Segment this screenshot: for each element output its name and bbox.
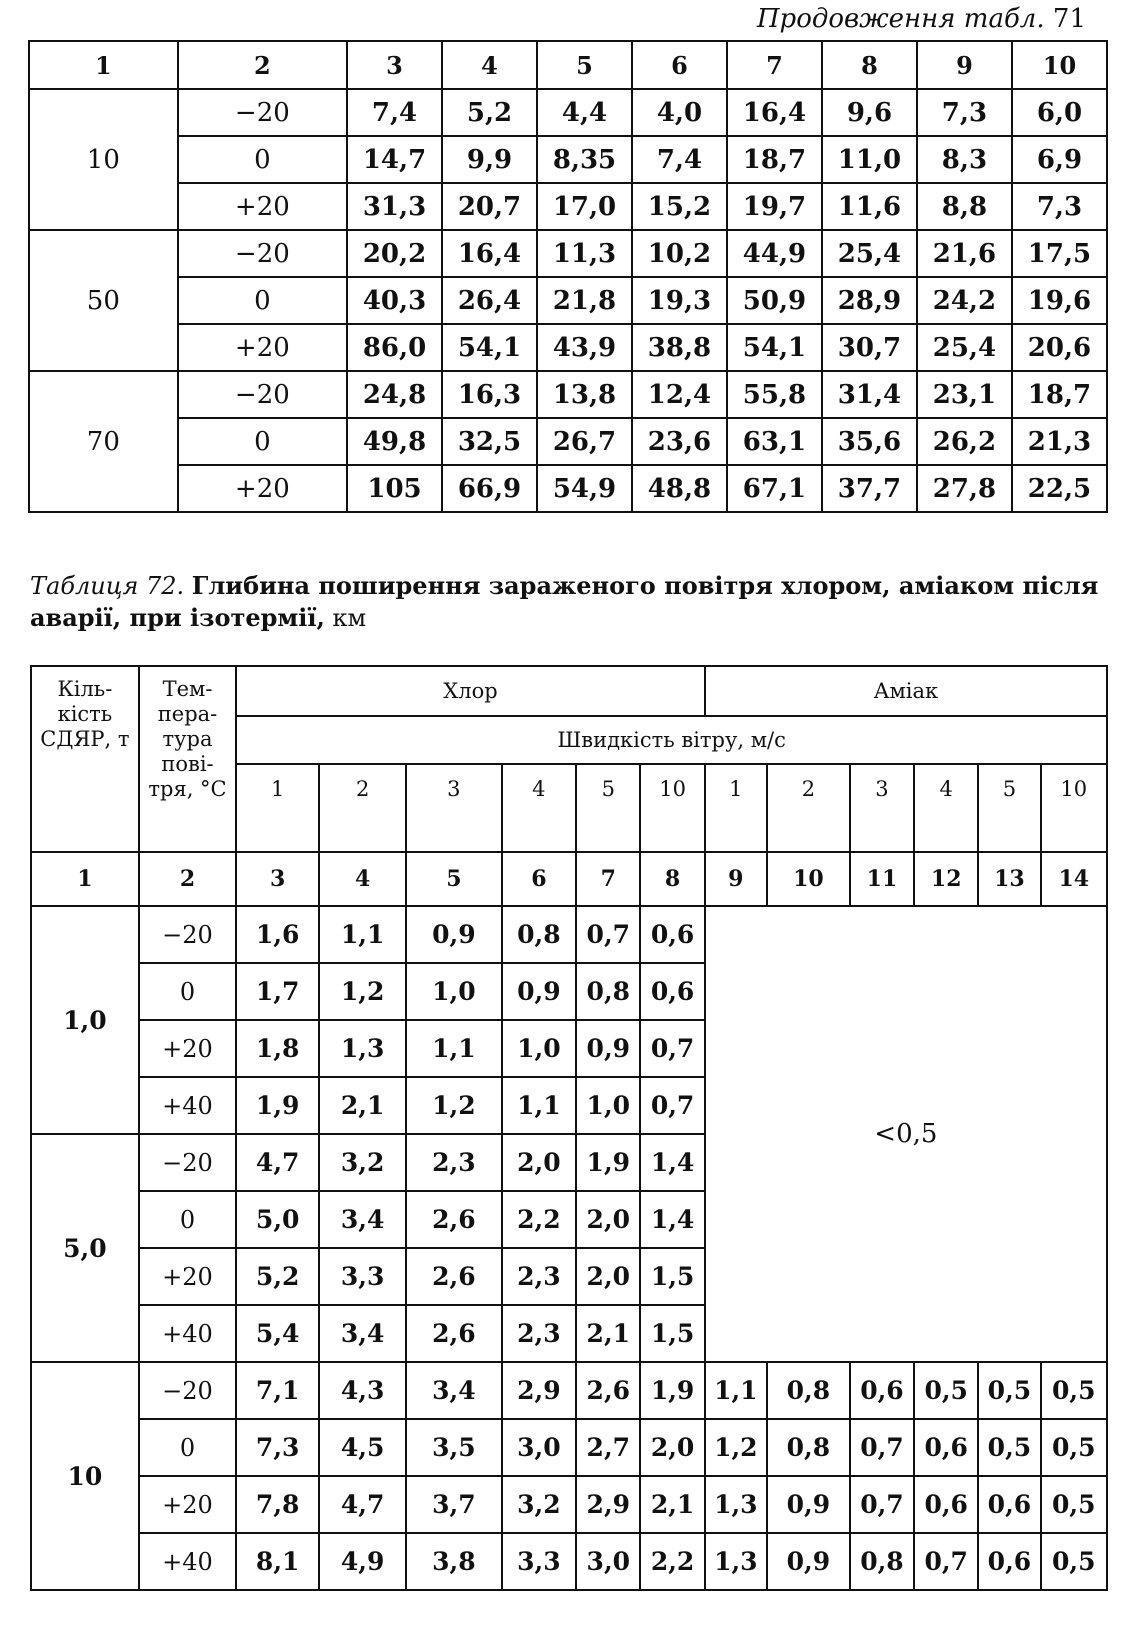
chlorine-value-cell: 3,5 (406, 1419, 501, 1476)
value-cell: 9,6 (822, 89, 917, 136)
wind-speed-chlorine-cell: 5 (576, 764, 640, 852)
temperature-cell: +20 (178, 324, 347, 371)
chlorine-value-cell: 4,7 (236, 1134, 319, 1191)
ammonia-value-cell: 0,5 (1041, 1362, 1107, 1419)
value-cell: 43,9 (537, 324, 632, 371)
ammonia-value-cell: 1,3 (705, 1476, 767, 1533)
table-row (29, 89, 1107, 136)
value-cell: 21,3 (1012, 418, 1107, 465)
chlorine-value-cell: 2,6 (406, 1248, 501, 1305)
chlorine-value-cell: 3,4 (406, 1362, 501, 1419)
chlorine-value-cell: 1,1 (406, 1020, 501, 1077)
value-cell: 7,3 (917, 89, 1012, 136)
value-cell: 16,4 (727, 89, 822, 136)
table-row (31, 906, 1107, 963)
quantity-cell: 10 (31, 1362, 139, 1590)
chlorine-value-cell: 2,0 (576, 1191, 640, 1248)
temperature-cell: 0 (178, 136, 347, 183)
chlorine-value-cell: 1,0 (406, 963, 501, 1020)
ammonia-value-cell: 1,1 (705, 1362, 767, 1419)
temperature-cell: −20 (178, 371, 347, 418)
header-cell: 6 (632, 41, 727, 89)
ammonia-value-cell: 0,6 (914, 1419, 978, 1476)
value-cell: 12,4 (632, 371, 727, 418)
header-cell: 4 (442, 41, 537, 89)
temperature-cell: 0 (178, 418, 347, 465)
value-cell: 86,0 (347, 324, 442, 371)
chlorine-value-cell: 1,9 (576, 1134, 640, 1191)
table-row (29, 465, 1107, 512)
wind-speed-ammonia-cell: 2 (767, 764, 850, 852)
chlorine-value-cell: 1,2 (406, 1077, 501, 1134)
value-cell: 24,2 (917, 277, 1012, 324)
value-cell: 21,6 (917, 230, 1012, 277)
chlorine-value-cell: 1,4 (640, 1134, 704, 1191)
chlorine-value-cell: 1,4 (640, 1191, 704, 1248)
value-cell: 32,5 (442, 418, 537, 465)
chlorine-value-cell: 8,1 (236, 1533, 319, 1590)
table-row (31, 1533, 1107, 1590)
chlorine-value-cell: 3,0 (502, 1419, 577, 1476)
chlorine-value-cell: 5,0 (236, 1191, 319, 1248)
column-number-cell: 10 (767, 852, 850, 906)
value-cell: 19,6 (1012, 277, 1107, 324)
chlorine-value-cell: 1,7 (236, 963, 319, 1020)
wind-speed-chlorine-cell: 2 (319, 764, 406, 852)
column-number-cell: 4 (319, 852, 406, 906)
temperature-cell: 0 (139, 963, 236, 1020)
chlorine-value-cell: 1,0 (502, 1020, 577, 1077)
value-cell: 63,1 (727, 418, 822, 465)
chlorine-value-cell: 0,8 (502, 906, 577, 963)
temperature-cell: −20 (139, 1134, 236, 1191)
quantity-cell: 50 (29, 230, 178, 371)
value-cell: 5,2 (442, 89, 537, 136)
chlorine-header: Хлор (236, 666, 705, 716)
chlorine-value-cell: 5,2 (236, 1248, 319, 1305)
column-number-cell: 14 (1041, 852, 1107, 906)
wind-speed-ammonia-cell: 10 (1041, 764, 1107, 852)
ammonia-value-cell: 0,8 (850, 1533, 914, 1590)
temperature-cell: −20 (178, 89, 347, 136)
ammonia-value-cell: 0,7 (850, 1476, 914, 1533)
chlorine-value-cell: 1,3 (319, 1020, 406, 1077)
ammonia-value-cell: 0,8 (767, 1419, 850, 1476)
chlorine-value-cell: 2,3 (406, 1134, 501, 1191)
value-cell: 17,5 (1012, 230, 1107, 277)
wind-speed-ammonia-cell: 5 (978, 764, 1040, 852)
header-cell: 7 (727, 41, 822, 89)
value-cell: 50,9 (727, 277, 822, 324)
ammonia-value-cell: 0,6 (978, 1533, 1040, 1590)
chlorine-value-cell: 2,6 (406, 1305, 501, 1362)
temperature-cell: +40 (139, 1533, 236, 1590)
value-cell: 38,8 (632, 324, 727, 371)
value-cell: 19,3 (632, 277, 727, 324)
chlorine-value-cell: 1,5 (640, 1248, 704, 1305)
value-cell: 26,2 (917, 418, 1012, 465)
header-cell: 2 (178, 41, 347, 89)
chlorine-value-cell: 1,9 (236, 1077, 319, 1134)
ammonia-merged-cell: <0,5 (705, 906, 1107, 1362)
chlorine-value-cell: 2,2 (640, 1533, 704, 1590)
value-cell: 24,8 (347, 371, 442, 418)
wind-speed-chlorine-cell: 3 (406, 764, 501, 852)
quantity-cell: 70 (29, 371, 178, 512)
chlorine-value-cell: 2,0 (576, 1248, 640, 1305)
ammonia-value-cell: 0,5 (914, 1362, 978, 1419)
chlorine-value-cell: 2,3 (502, 1305, 577, 1362)
chlorine-value-cell: 3,8 (406, 1533, 501, 1590)
column-number-cell: 2 (139, 852, 236, 906)
chlorine-value-cell: 4,3 (319, 1362, 406, 1419)
value-cell: 49,8 (347, 418, 442, 465)
ammonia-value-cell: 0,5 (978, 1419, 1040, 1476)
value-cell: 25,4 (822, 230, 917, 277)
value-cell: 8,35 (537, 136, 632, 183)
chlorine-value-cell: 2,9 (576, 1476, 640, 1533)
ammonia-value-cell: 0,5 (1041, 1419, 1107, 1476)
chlorine-value-cell: 2,1 (319, 1077, 406, 1134)
value-cell: 67,1 (727, 465, 822, 512)
temperature-cell: 0 (139, 1191, 236, 1248)
value-cell: 54,1 (727, 324, 822, 371)
value-cell: 15,2 (632, 183, 727, 230)
value-cell: 20,2 (347, 230, 442, 277)
chlorine-value-cell: 1,9 (640, 1362, 704, 1419)
temperature-cell: −20 (178, 230, 347, 277)
temperature-cell: 0 (139, 1419, 236, 1476)
value-cell: 25,4 (917, 324, 1012, 371)
chlorine-value-cell: 2,3 (502, 1248, 577, 1305)
value-cell: 4,4 (537, 89, 632, 136)
value-cell: 11,6 (822, 183, 917, 230)
table-row (31, 1419, 1107, 1476)
qty-column-header: Кіль-кість СДЯР, т (31, 666, 139, 852)
chlorine-value-cell: 1,5 (640, 1305, 704, 1362)
value-cell: 7,4 (632, 136, 727, 183)
value-cell: 18,7 (727, 136, 822, 183)
ammonia-value-cell: 0,7 (850, 1419, 914, 1476)
chlorine-value-cell: 2,9 (502, 1362, 577, 1419)
table-72 (30, 665, 1108, 1591)
value-cell: 6,0 (1012, 89, 1107, 136)
temperature-cell: +20 (139, 1476, 236, 1533)
value-cell: 48,8 (632, 465, 727, 512)
value-cell: 40,3 (347, 277, 442, 324)
value-cell: 54,9 (537, 465, 632, 512)
column-number-cell: 3 (236, 852, 319, 906)
chlorine-value-cell: 1,8 (236, 1020, 319, 1077)
chlorine-value-cell: 2,0 (502, 1134, 577, 1191)
ammonia-value-cell: 0,5 (978, 1362, 1040, 1419)
chlorine-value-cell: 3,4 (319, 1191, 406, 1248)
ammonia-value-cell: 0,6 (850, 1362, 914, 1419)
table-72-caption: Таблиця 72. Глибина поширення зараженого повітря хлором, аміаком після аварії, при ізотермії, км (30, 571, 1099, 632)
ammonia-value-cell: 0,9 (767, 1476, 850, 1533)
wind-speed-chlorine-cell: 10 (640, 764, 704, 852)
chlorine-value-cell: 2,7 (576, 1419, 640, 1476)
chlorine-value-cell: 4,7 (319, 1476, 406, 1533)
chlorine-value-cell: 3,4 (319, 1305, 406, 1362)
value-cell: 21,8 (537, 277, 632, 324)
column-number-cell: 6 (502, 852, 577, 906)
wind-speed-header: Швидкість вітру, м/с (236, 716, 1107, 764)
header-cell: 9 (917, 41, 1012, 89)
value-cell: 22,5 (1012, 465, 1107, 512)
temperature-cell: −20 (139, 906, 236, 963)
value-cell: 9,9 (442, 136, 537, 183)
chlorine-value-cell: 2,1 (576, 1305, 640, 1362)
value-cell: 11,3 (537, 230, 632, 277)
chlorine-value-cell: 0,9 (576, 1020, 640, 1077)
header-cell: 3 (347, 41, 442, 89)
value-cell: 26,7 (537, 418, 632, 465)
chlorine-value-cell: 7,1 (236, 1362, 319, 1419)
table-row (31, 1362, 1107, 1419)
value-cell: 35,6 (822, 418, 917, 465)
ammonia-value-cell: 0,9 (767, 1533, 850, 1590)
value-cell: 16,4 (442, 230, 537, 277)
value-cell: 26,4 (442, 277, 537, 324)
chlorine-value-cell: 0,9 (406, 906, 501, 963)
chlorine-value-cell: 1,2 (319, 963, 406, 1020)
column-number-cell: 11 (850, 852, 914, 906)
chlorine-value-cell: 3,3 (502, 1533, 577, 1590)
ammonia-value-cell: 0,5 (1041, 1476, 1107, 1533)
header-cell: 1 (29, 41, 178, 89)
value-cell: 44,9 (727, 230, 822, 277)
value-cell: 28,9 (822, 277, 917, 324)
chlorine-value-cell: 2,0 (640, 1419, 704, 1476)
temperature-cell: +40 (139, 1305, 236, 1362)
ammonia-value-cell: 0,6 (978, 1476, 1040, 1533)
temperature-column-header: Тем-пера-тура пові-тря, °C (139, 666, 236, 852)
value-cell: 54,1 (442, 324, 537, 371)
table-71 (28, 40, 1108, 513)
value-cell: 4,0 (632, 89, 727, 136)
quantity-cell: 10 (29, 89, 178, 230)
header-cell: 5 (537, 41, 632, 89)
value-cell: 66,9 (442, 465, 537, 512)
ammonia-value-cell: 0,6 (914, 1476, 978, 1533)
chlorine-value-cell: 2,2 (502, 1191, 577, 1248)
chlorine-value-cell: 3,0 (576, 1533, 640, 1590)
value-cell: 17,0 (537, 183, 632, 230)
chlorine-value-cell: 3,7 (406, 1476, 501, 1533)
chlorine-value-cell: 0,6 (640, 906, 704, 963)
table-row (29, 183, 1107, 230)
quantity-cell: 5,0 (31, 1134, 139, 1362)
ammonia-value-cell: 1,2 (705, 1419, 767, 1476)
temperature-cell: +40 (139, 1077, 236, 1134)
wind-speed-ammonia-cell: 1 (705, 764, 767, 852)
column-number-cell: 7 (576, 852, 640, 906)
ammonia-value-cell: 0,8 (767, 1362, 850, 1419)
chlorine-value-cell: 1,6 (236, 906, 319, 963)
chlorine-value-cell: 2,6 (576, 1362, 640, 1419)
value-cell: 105 (347, 465, 442, 512)
chlorine-value-cell: 0,6 (640, 963, 704, 1020)
value-cell: 31,3 (347, 183, 442, 230)
wind-speed-chlorine-cell: 4 (502, 764, 577, 852)
column-number-cell: 1 (31, 852, 139, 906)
chlorine-value-cell: 0,7 (640, 1020, 704, 1077)
value-cell: 6,9 (1012, 136, 1107, 183)
value-cell: 8,8 (917, 183, 1012, 230)
value-cell: 37,7 (822, 465, 917, 512)
chlorine-value-cell: 1,0 (576, 1077, 640, 1134)
ammonia-value-cell: 0,5 (1041, 1533, 1107, 1590)
chlorine-value-cell: 1,1 (502, 1077, 577, 1134)
quantity-cell: 1,0 (31, 906, 139, 1134)
chlorine-value-cell: 5,4 (236, 1305, 319, 1362)
chlorine-value-cell: 3,2 (319, 1134, 406, 1191)
value-cell: 10,2 (632, 230, 727, 277)
table-row (29, 371, 1107, 418)
value-cell: 14,7 (347, 136, 442, 183)
header-cell: 10 (1012, 41, 1107, 89)
chlorine-value-cell: 0,7 (576, 906, 640, 963)
chlorine-value-cell: 7,8 (236, 1476, 319, 1533)
temperature-cell: +20 (139, 1020, 236, 1077)
wind-speed-ammonia-cell: 3 (850, 764, 914, 852)
ammonia-value-cell: 0,7 (914, 1533, 978, 1590)
chlorine-value-cell: 3,2 (502, 1476, 577, 1533)
column-number-cell: 12 (914, 852, 978, 906)
temperature-cell: 0 (178, 277, 347, 324)
value-cell: 11,0 (822, 136, 917, 183)
value-cell: 7,4 (347, 89, 442, 136)
table-row (29, 136, 1107, 183)
header-row (29, 41, 1107, 89)
table-row (29, 230, 1107, 277)
value-cell: 19,7 (727, 183, 822, 230)
value-cell: 20,6 (1012, 324, 1107, 371)
chlorine-value-cell: 0,9 (502, 963, 577, 1020)
chlorine-value-cell: 3,3 (319, 1248, 406, 1305)
temperature-cell: +20 (178, 465, 347, 512)
wind-speed-ammonia-cell: 4 (914, 764, 978, 852)
column-number-cell: 9 (705, 852, 767, 906)
value-cell: 13,8 (537, 371, 632, 418)
value-cell: 20,7 (442, 183, 537, 230)
column-number-cell: 8 (640, 852, 704, 906)
temperature-cell: −20 (139, 1362, 236, 1419)
ammonia-header: Аміак (705, 666, 1107, 716)
temperature-cell: +20 (139, 1248, 236, 1305)
value-cell: 8,3 (917, 136, 1012, 183)
temperature-cell: +20 (178, 183, 347, 230)
ammonia-value-cell: 1,3 (705, 1533, 767, 1590)
table-row (29, 324, 1107, 371)
table-row (29, 418, 1107, 465)
table-71-continuation-label: Продовження табл. 71 (756, 4, 1086, 34)
value-cell: 31,4 (822, 371, 917, 418)
wind-speed-chlorine-cell: 1 (236, 764, 319, 852)
chlorine-value-cell: 4,9 (319, 1533, 406, 1590)
value-cell: 30,7 (822, 324, 917, 371)
chlorine-value-cell: 0,7 (640, 1077, 704, 1134)
table-row (31, 1476, 1107, 1533)
column-number-cell: 5 (406, 852, 501, 906)
value-cell: 18,7 (1012, 371, 1107, 418)
column-number-cell: 13 (978, 852, 1040, 906)
table-row (29, 277, 1107, 324)
value-cell: 27,8 (917, 465, 1012, 512)
value-cell: 16,3 (442, 371, 537, 418)
value-cell: 23,6 (632, 418, 727, 465)
chlorine-value-cell: 4,5 (319, 1419, 406, 1476)
value-cell: 23,1 (917, 371, 1012, 418)
chlorine-value-cell: 7,3 (236, 1419, 319, 1476)
chlorine-value-cell: 0,8 (576, 963, 640, 1020)
chlorine-value-cell: 1,1 (319, 906, 406, 963)
chlorine-value-cell: 2,6 (406, 1191, 501, 1248)
value-cell: 7,3 (1012, 183, 1107, 230)
value-cell: 55,8 (727, 371, 822, 418)
header-cell: 8 (822, 41, 917, 89)
chlorine-value-cell: 2,1 (640, 1476, 704, 1533)
